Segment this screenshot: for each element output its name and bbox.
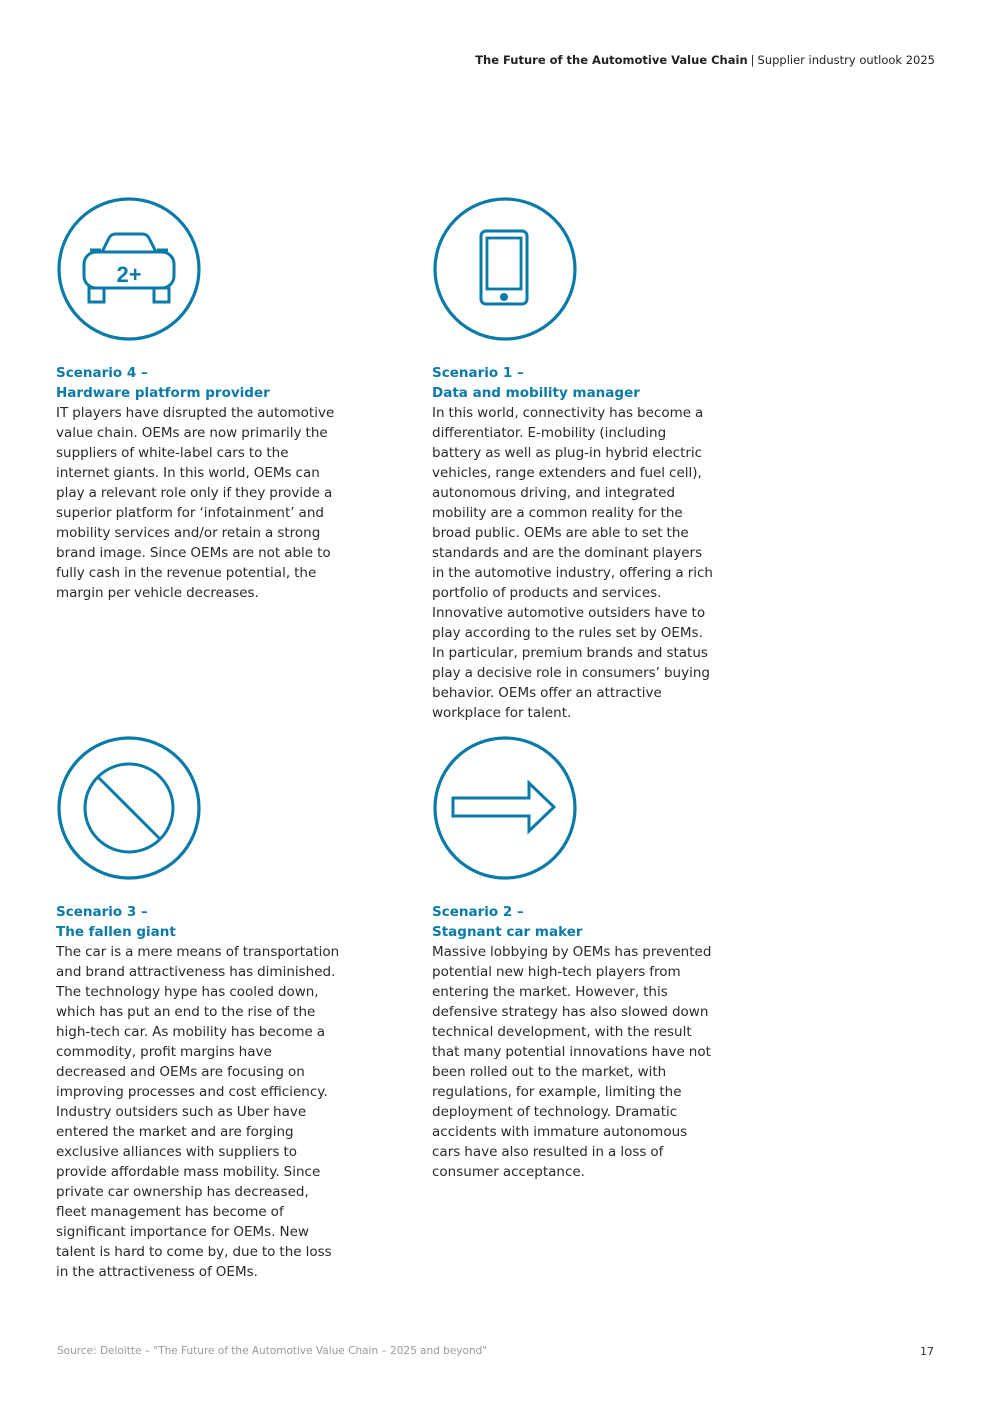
- scenario-card-1: [432, 196, 717, 723]
- scenario-4-title: [56, 363, 341, 403]
- smartphone-icon: [432, 196, 578, 342]
- scenario-4-name: Hardware platform provider: [56, 385, 270, 401]
- header-subtitle: Supplier industry outlook 2025: [757, 53, 935, 67]
- running-header: [475, 53, 935, 67]
- prohibited-icon: [56, 735, 202, 881]
- scenario-1-name: Data and mobility manager: [432, 385, 640, 401]
- scenario-1-number: Scenario 1 –: [432, 365, 524, 381]
- car-badge-text: 2+: [116, 262, 142, 287]
- source-note: Source: Deloitte – "The Future of the Automotive Value Chain – 2025 and beyond": [57, 1345, 488, 1357]
- scenario-1-title: [432, 363, 717, 403]
- scenario-2-number: Scenario 2 –: [432, 904, 524, 920]
- header-separator: |: [750, 53, 755, 67]
- scenario-card-3: [56, 735, 341, 1282]
- scenario-2-name: Stagnant car maker: [432, 924, 583, 940]
- scenario-2-body: Massive lobbying by OEMs has prevented potential new high-tech players from entering the market. However, this defensive strategy has also slowed down technical development, with the result that many potential innovations have not been rolled out to the market, with regulations, for example, limiting the deployment of technology. Dramatic accidents with immature autonomous cars have also resulted in a loss of consumer acceptance.: [432, 944, 712, 1180]
- scenario-4-body: IT players have disrupted the automotive value chain. OEMs are now primarily the suppliers of white-label cars to the internet giants. In this world, OEMs can play a relevant role only if they provide a superior platform for ‘infotainment’ and mobility services and/or retain a strong brand image. Since OEMs are not able to fully cash in the revenue potential, the margin per vehicle decreases.: [56, 405, 335, 601]
- car-2plus-icon: [56, 196, 202, 342]
- scenario-2-title: [432, 902, 717, 942]
- scenario-card-2: [432, 735, 717, 1182]
- scenario-1-body: In this world, connectivity has become a differentiator. E-mobility (including battery as well as plug-in hybrid electric vehicles, range extenders and fuel cell), autonomous driving, and integrated mobility are a common reality for the broad public. OEMs are able to set the standards and are the dominant players in the automotive industry, offering a rich portfolio of products and services. Innovative automotive outsiders have to play according to the rules set by OEMs. In particular, premium brands and status play a decisive role in consumers’ buying behavior. OEMs offer an attractive workplace for talent.: [432, 405, 713, 721]
- scenario-3-name: The fallen giant: [56, 924, 176, 940]
- page-number: 17: [920, 1345, 934, 1358]
- scenario-3-title: [56, 902, 341, 942]
- scenario-3-number: Scenario 3 –: [56, 904, 148, 920]
- header-title: The Future of the Automotive Value Chain: [475, 53, 748, 67]
- arrow-right-icon: [432, 735, 578, 881]
- scenario-3-body: The car is a mere means of transportation and brand attractiveness has diminished. The technology hype has cooled down, which has put an end to the rise of the high-tech car. As mobility has become a commodity, profit margins have decreased and OEMs are focusing on improving processes and cost efficiency. Industry outsiders such as Uber have entered the market and are forging exclusive alliances with suppliers to provide affordable mass mobility. Since private car ownership has decreased, fleet management has become of significant importance for OEMs. New talent is hard to come by, due to the loss in the attractiveness of OEMs.: [56, 944, 340, 1280]
- scenario-card-4: [56, 196, 341, 603]
- scenario-4-number: Scenario 4 –: [56, 365, 148, 381]
